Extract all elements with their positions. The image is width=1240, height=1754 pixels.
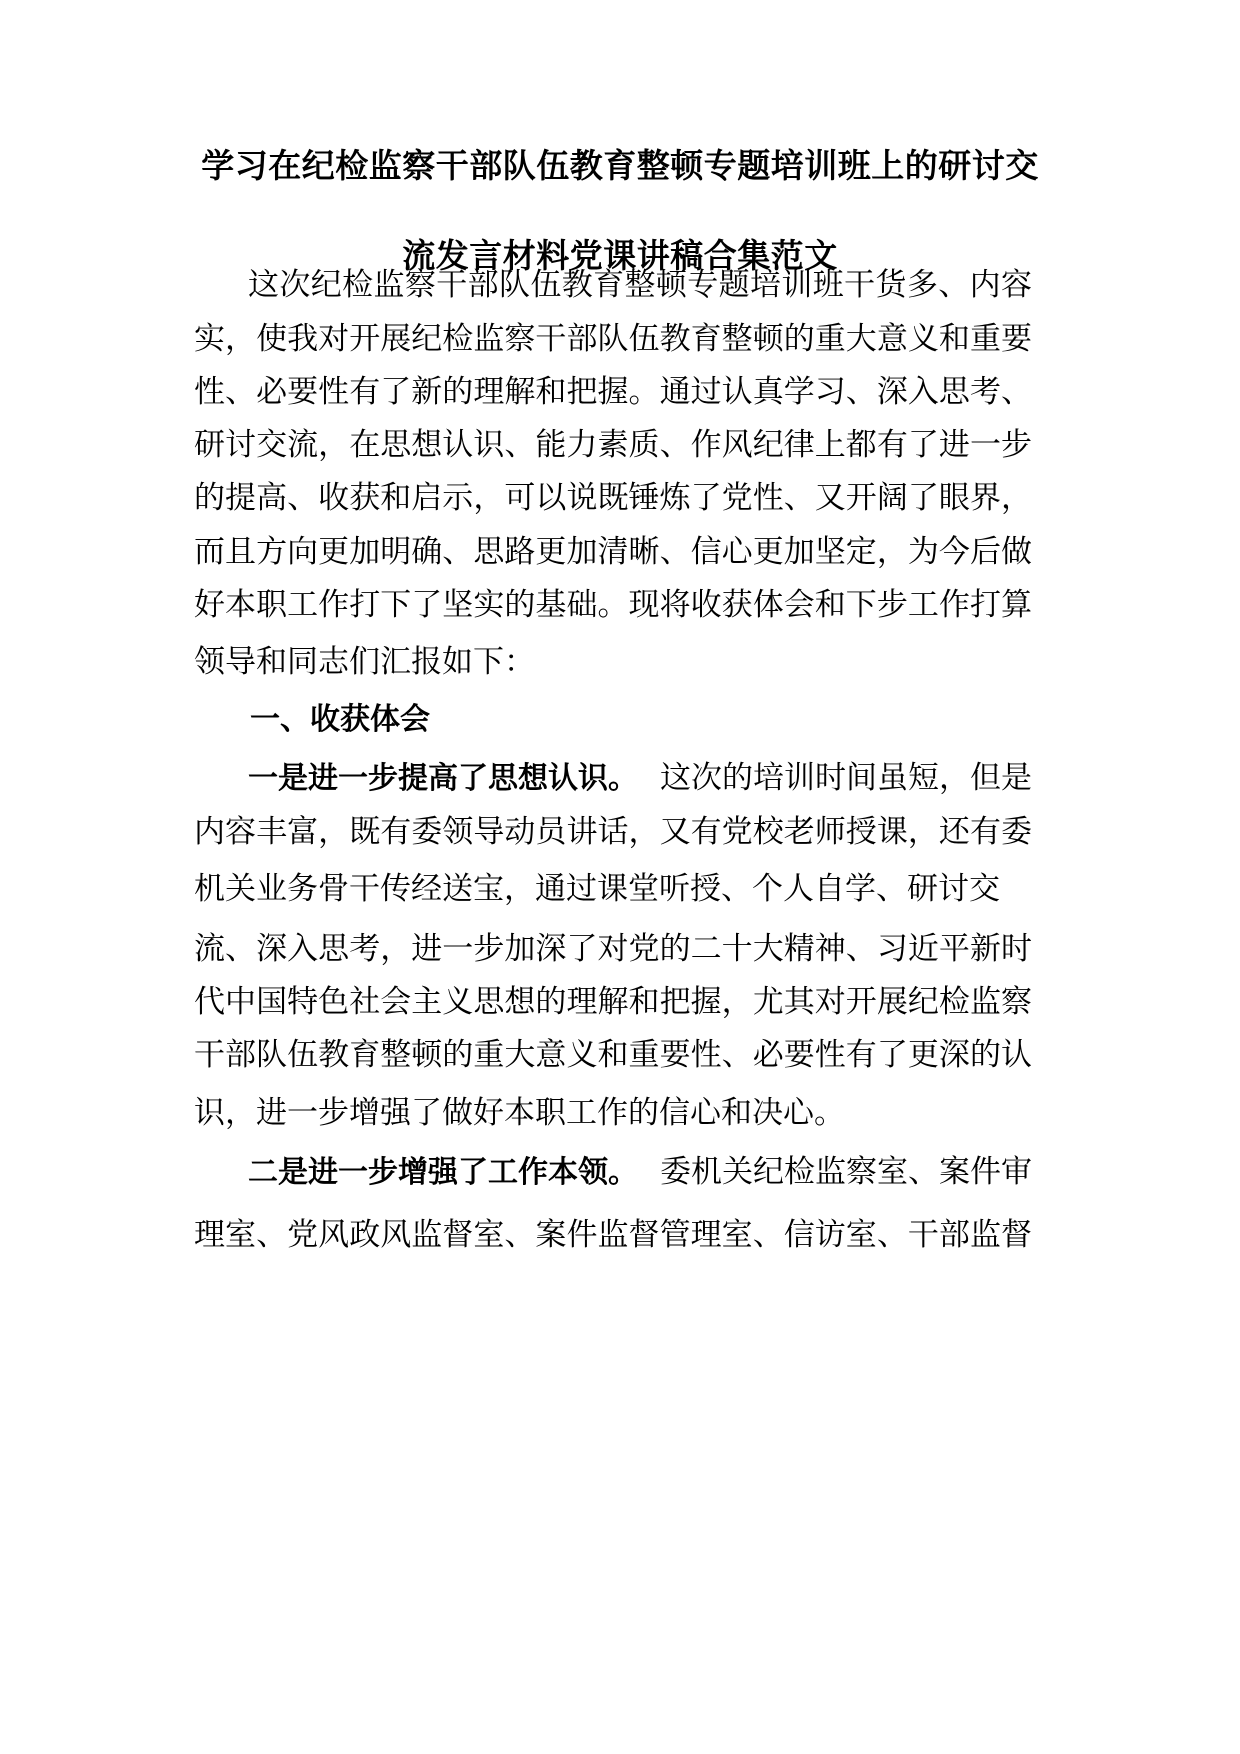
paragraph-line: 干部队伍教育整顿的重大意义和重要性、必要性有了更深的认 xyxy=(194,1037,1032,1073)
paragraph-line: 性、必要性有了新的理解和把握。通过认真学习、深入思考、 xyxy=(194,374,1032,410)
section-heading: 一、收获体会 xyxy=(250,702,430,737)
point-1-first-text: 这次的培训时间虽短，但是 xyxy=(660,760,1032,796)
paragraph-line: 的提高、收获和启示，可以说既锤炼了党性、又开阔了眼界， xyxy=(194,480,1032,516)
paragraph-line: 而且方向更加明确、思路更加清晰、信心更加坚定，为今后做 xyxy=(194,534,1032,570)
paragraph-line: 这次纪检监察干部队伍教育整顿专题培训班干货多、内容 xyxy=(248,267,1032,303)
paragraph-line: 理室、党风政风监督室、案件监督管理室、信访室、干部监督 xyxy=(194,1217,1032,1253)
point-2-first-line xyxy=(248,1151,1032,1194)
paragraph-line: 代中国特色社会主义思想的理解和把握，尤其对开展纪检监察 xyxy=(194,984,1032,1020)
paragraph-line: 实，使我对开展纪检监察干部队伍教育整顿的重大意义和重要 xyxy=(194,321,1032,357)
paragraph-line: 研讨交流，在思想认识、能力素质、作风纪律上都有了进一步 xyxy=(194,427,1032,463)
point-2-first-text: 委机关纪检监察室、案件审 xyxy=(660,1154,1032,1190)
point-1-first-line xyxy=(248,757,1032,800)
point-1-lead: 一是进一步提高了思想认识。 xyxy=(248,761,638,796)
paragraph-line: 流、深入思考，进一步加深了对党的二十大精神、习近平新时 xyxy=(194,931,1032,967)
document-title-line-1: 学习在纪检监察干部队伍教育整顿专题培训班上的研讨交 xyxy=(201,146,1039,185)
point-2-lead: 二是进一步增强了工作本领。 xyxy=(248,1155,638,1190)
document-title-line-2: 流发言材料党课讲稿合集范文 xyxy=(402,236,838,275)
paragraph-line: 识，进一步增强了做好本职工作的信心和决心。 xyxy=(194,1095,845,1131)
paragraph-line: 好本职工作打下了坚实的基础。现将收获体会和下步工作打算 xyxy=(194,587,1032,623)
paragraph-line: 内容丰富，既有委领导动员讲话，又有党校老师授课，还有委 xyxy=(194,814,1032,850)
paragraph-line: 机关业务骨干传经送宝，通过课堂听授、个人自学、研讨交 xyxy=(194,871,1000,907)
paragraph-line: 领导和同志们汇报如下： xyxy=(194,644,535,680)
